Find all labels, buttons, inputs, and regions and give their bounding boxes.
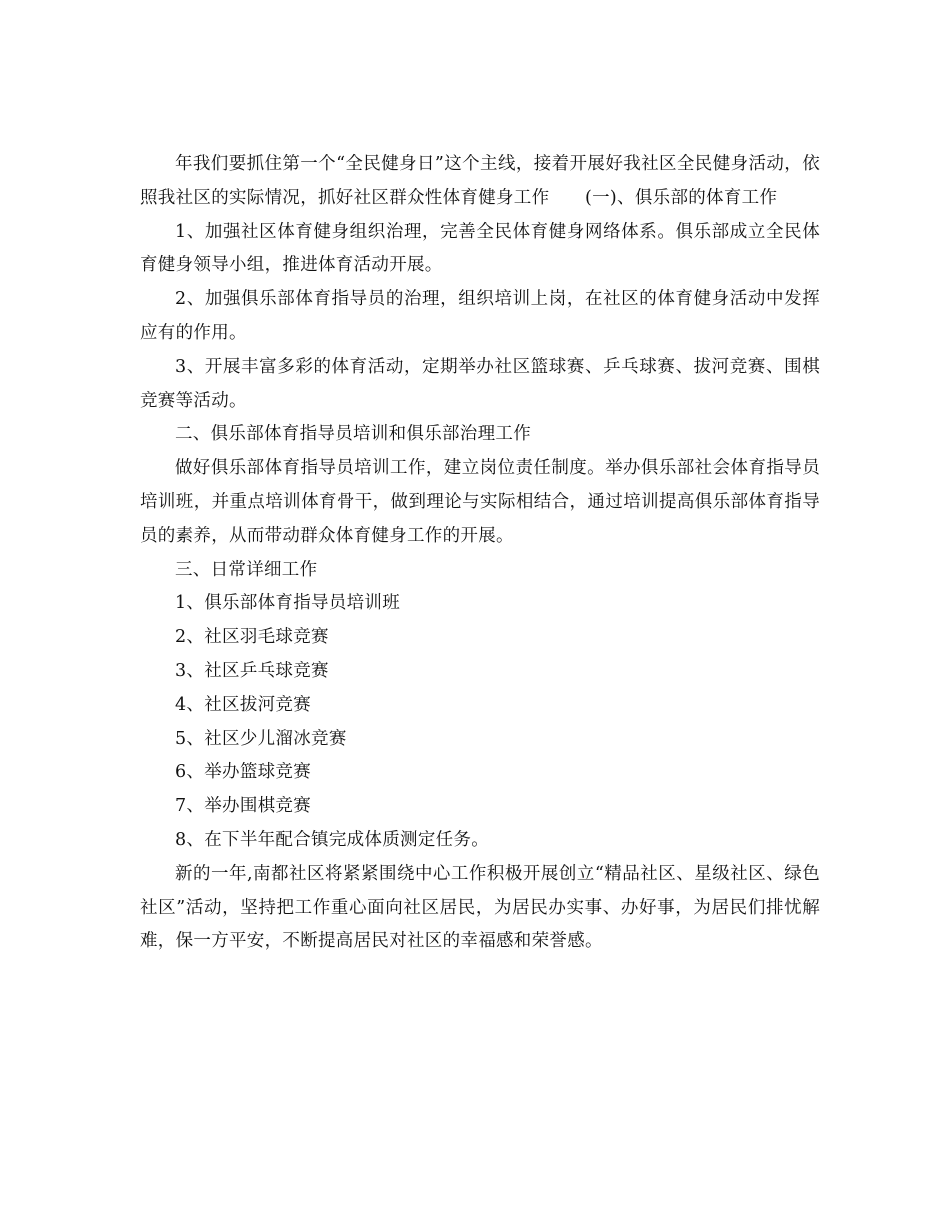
list-item-3: 3、社区乒乓球竞赛	[175, 660, 329, 681]
list-item-1: 1、俱乐部体育指导员培训班	[175, 593, 401, 614]
paragraph-item-2: 2、加强俱乐部体育指导员的治理，组织培训上岗，在社区的体育健身活动中发挥应有的作用。	[140, 289, 820, 343]
paragraph-item-3: 3、开展丰富多彩的体育活动，定期举办社区篮球赛、乒乓球赛、拔河竞赛、围棋竞赛等活动。	[140, 356, 820, 411]
list-item-7: 7、举办围棋竞赛	[175, 796, 312, 817]
list-item-2: 2、社区羽毛球竞赛	[175, 627, 329, 648]
list-item-4: 4、社区拔河竞赛	[175, 694, 312, 715]
list-item-5: 5、社区少儿溜冰竞赛	[175, 728, 347, 749]
list-item-6: 6、举办篮球竞赛	[175, 762, 312, 783]
document-body	[140, 148, 820, 959]
paragraph-training: 做好俱乐部体育指导员培训工作，建立岗位责任制度。举办俱乐部社会体育指导员培训班，并重点培训体育骨干，做到理论与实际相结合，通过培训提高俱乐部体育指导员的素养，从而带动群众体育健身工作的开展。	[140, 458, 820, 546]
paragraph-conclusion: 新的一年,南都社区将紧紧围绕中心工作积极开展创立“精品社区、星级社区、绿色社区”活动，坚持把工作重心面向社区居民，为居民办实事、办好事，为居民们排忧解难，保一方平安，不断提高居民对社区的幸福感和荣誉感。	[140, 863, 820, 952]
section-heading-3: 三、日常详细工作	[175, 559, 318, 580]
paragraph-item-1: 1、加强社区体育健身组织治理，完善全民体育健身网络体系。俱乐部成立全民体育健身领导小组，推进体育活动开展。	[140, 221, 820, 276]
list-item-8: 8、在下半年配合镇完成体质测定任务。	[175, 829, 490, 850]
paragraph-intro: 年我们要抓住第一个“全民健身日”这个主线，接着开展好我社区全民健身活动，依照我社区的实际情况，抓好社区群众性体育健身工作 (一)、俱乐部的体育工作	[140, 154, 820, 208]
section-heading-2: 二、俱乐部体育指导员培训和俱乐部治理工作	[175, 424, 531, 445]
